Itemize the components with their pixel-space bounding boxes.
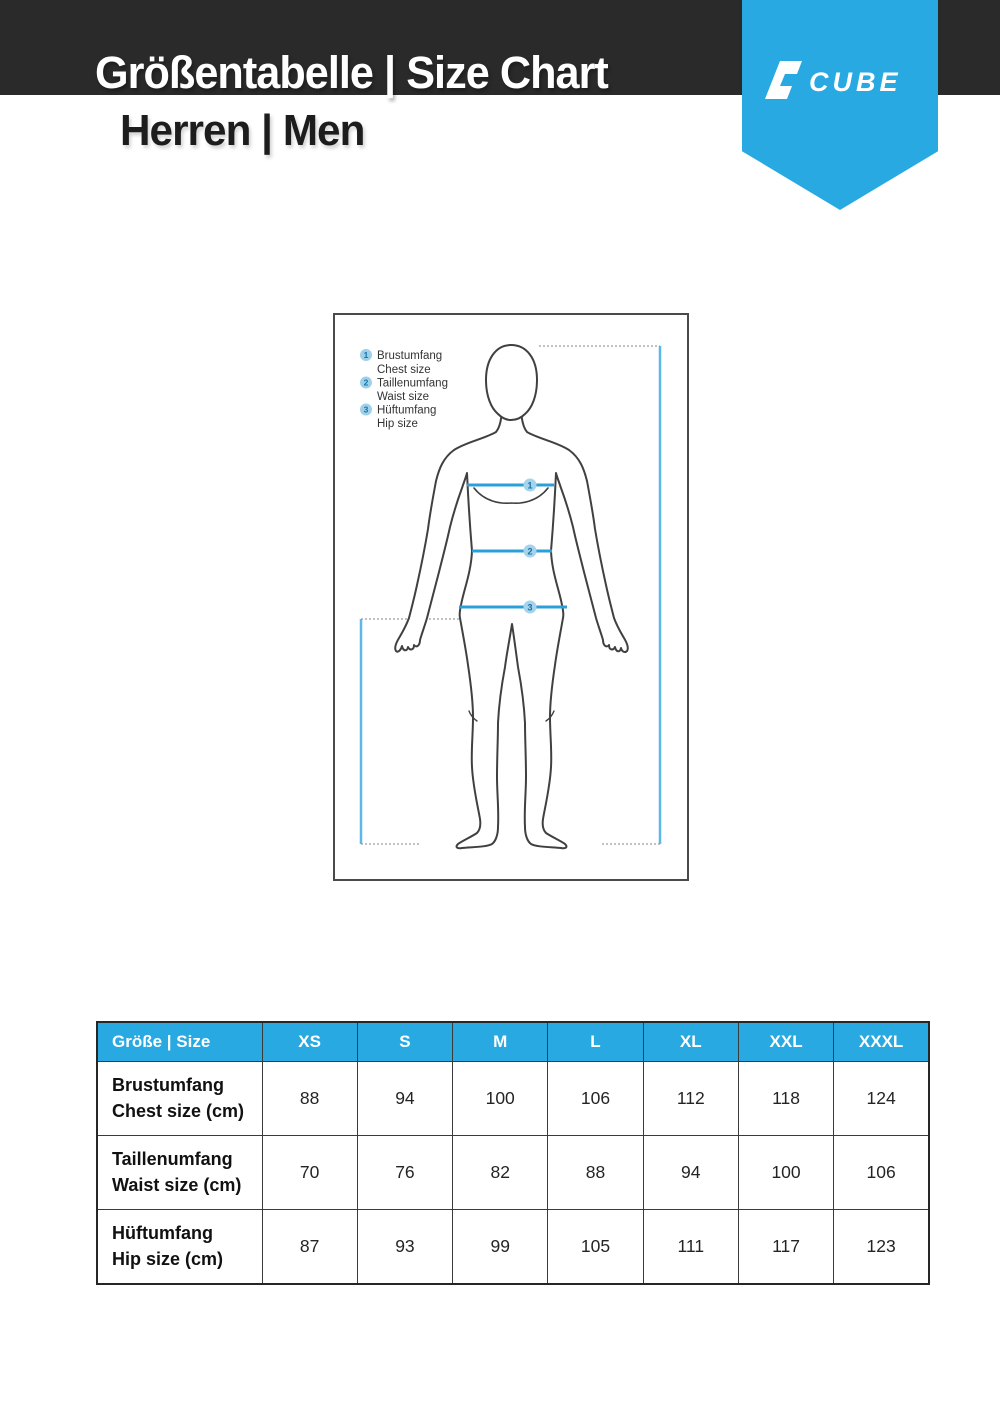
head [486, 345, 537, 420]
col-header-xs: XS [262, 1022, 357, 1062]
cell-hip-l: 105 [548, 1210, 643, 1285]
cell-hip-s: 93 [357, 1210, 452, 1285]
hip-marker-number: 3 [527, 602, 533, 613]
waist-marker-number: 2 [527, 546, 533, 557]
cell-chest-xxxl: 124 [834, 1062, 929, 1136]
table-row-waist [97, 1136, 929, 1210]
cell-hip-m: 99 [453, 1210, 548, 1285]
row-label-waist-de: Taillenumfang [112, 1149, 233, 1170]
brand-name: CUBE [809, 67, 902, 97]
cell-chest-xs: 88 [262, 1062, 357, 1136]
size-table-header-row [97, 1022, 929, 1062]
legend-label-waist-en: Waist size [377, 391, 429, 403]
cube-logo [765, 60, 915, 102]
cell-chest-s: 94 [357, 1062, 452, 1136]
table-row-hip [97, 1210, 929, 1285]
cell-waist-m: 82 [453, 1136, 548, 1210]
cell-waist-l: 88 [548, 1136, 643, 1210]
page-subtitle: Herren | Men [120, 106, 365, 155]
col-header-xl: XL [643, 1022, 738, 1062]
legend-label-waist-de: Taillenumfang [377, 377, 448, 390]
legend-num-2: 2 [363, 377, 369, 388]
legend-label-chest-en: Chest size [377, 364, 431, 376]
row-label-chest-en: Chest size (cm) [112, 1100, 245, 1121]
cell-chest-xl: 112 [643, 1062, 738, 1136]
cube-logo-icon [765, 61, 802, 99]
cell-waist-s: 76 [357, 1136, 452, 1210]
col-header-size: Größe | Size [97, 1022, 262, 1062]
row-label-hip-de: Hüftumfang [112, 1223, 213, 1244]
cell-waist-xxl: 100 [738, 1136, 833, 1210]
row-label-chest-de: Brustumfang [112, 1075, 224, 1096]
legend-label-hip-en: Hip size [377, 418, 418, 430]
page-title: Größentabelle | Size Chart [95, 47, 608, 98]
cell-waist-xxxl: 106 [834, 1136, 929, 1210]
col-header-m: M [453, 1022, 548, 1062]
cell-chest-l: 106 [548, 1062, 643, 1136]
legend-num-1: 1 [363, 350, 369, 361]
cell-hip-xxxl: 123 [834, 1210, 929, 1285]
size-table [96, 1021, 930, 1285]
cell-chest-xxl: 118 [738, 1062, 833, 1136]
cell-hip-xs: 87 [262, 1210, 357, 1285]
row-label-waist-en: Waist size (cm) [112, 1174, 242, 1195]
row-label-hip-en: Hip size (cm) [112, 1248, 224, 1269]
brand-ribbon [742, 0, 938, 210]
row-label-hip [97, 1210, 262, 1285]
row-label-waist [97, 1136, 262, 1210]
table-row-chest [97, 1062, 929, 1136]
cell-waist-xs: 70 [262, 1136, 357, 1210]
col-header-xxxl: XXXL [834, 1022, 929, 1062]
legend-num-3: 3 [363, 404, 369, 415]
cell-hip-xl: 111 [643, 1210, 738, 1285]
col-header-xxl: XXL [738, 1022, 833, 1062]
col-header-l: L [548, 1022, 643, 1062]
cell-waist-xl: 94 [643, 1136, 738, 1210]
diagram-legend [360, 349, 448, 430]
measurement-diagram [333, 313, 689, 881]
body-figure [395, 345, 628, 848]
col-header-s: S [357, 1022, 452, 1062]
chest-marker-number: 1 [527, 480, 533, 491]
cell-chest-m: 100 [453, 1062, 548, 1136]
legend-label-chest-de: Brustumfang [377, 350, 443, 362]
row-label-chest [97, 1062, 262, 1136]
cell-hip-xxl: 117 [738, 1210, 833, 1285]
legend-label-hip-de: Hüftumfang [377, 404, 437, 417]
